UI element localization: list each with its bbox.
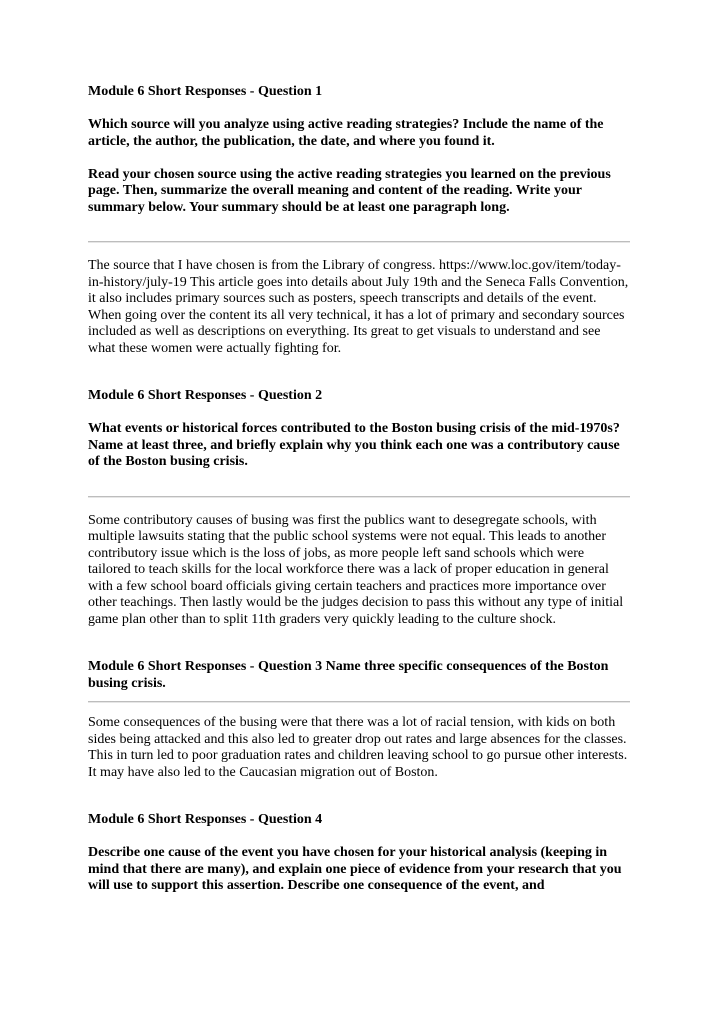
question-2-prompt: What events or historical forces contributed to the Boston busing crisis of the mid-1970s? Name at least three, and briefly explain why you think each one was a contributory cause of the Boston busing crisis. (88, 421, 620, 469)
question-4-prompt: Describe one cause of the event you have chosen for your historical analysis (keeping in mind that there are many), and explain one piece of evidence from your research that you will use to support this assertion. Describe one consequence of the event, and (88, 845, 622, 893)
question-1-prompt-summary: Read your chosen source using the active reading strategies you learned on the previous page. Then, summarize the overall meaning and content of the reading. Write your summary below. Your summary should be at least one paragraph long. (88, 166, 611, 215)
question-1-prompt-source: Which source will you analyze using active reading strategies? Include the name of the article, the author, the publication, the date, and where you found it. (88, 117, 604, 149)
question-2-answer: Some contributory causes of busing was first the publics want to desegregate schools, with multiple lawsuits stating that the public school systems were not equal. This leads to another contributory issue which is the loss of jobs, as more people left sand schools which were tailored to teach skills for the local workforce there was a lack of proper education in general with a few school board officials giving certain teachers and practices more importance over other teachings. Then lastly would be the judges decision to pass this without any type of initial game plan other than to split 11th graders very quickly leading to the culture shock. (88, 512, 624, 627)
question-2-title: Module 6 Short Responses - Question 2 (88, 388, 323, 403)
question-1-title: Module 6 Short Responses - Question 1 (88, 84, 323, 99)
question-3-answer: Some consequences of the busing were that there was a lot of racial tension, with kids on both sides being attacked and this also led to greater drop out rates and large absences for the classes. This in turn led to poor graduation rates and children leaving school to go pursue other interests. It may have also led to the Caucasian migration out of Boston. (88, 715, 628, 780)
document-page (88, 84, 630, 895)
question-3-title: Module 6 Short Responses - Question 3 Name three specific consequences of the Boston busing crisis. (88, 659, 609, 691)
question-1-answer: The source that I have chosen is from the Library of congress. https://www.loc.gov/item/today-in-history/july-19 This article goes into details about July 19th and the Seneca Falls Convention, it also includes primary sources such as posters, speech transcripts and details of the event. When going over the content its all very technical, it has a lot of primary and secondary sources included as well as descriptions on everything. Its great to get visuals to understand and see what these women were actually fighting for. (88, 258, 629, 356)
question-4-title: Module 6 Short Responses - Question 4 (88, 812, 323, 827)
